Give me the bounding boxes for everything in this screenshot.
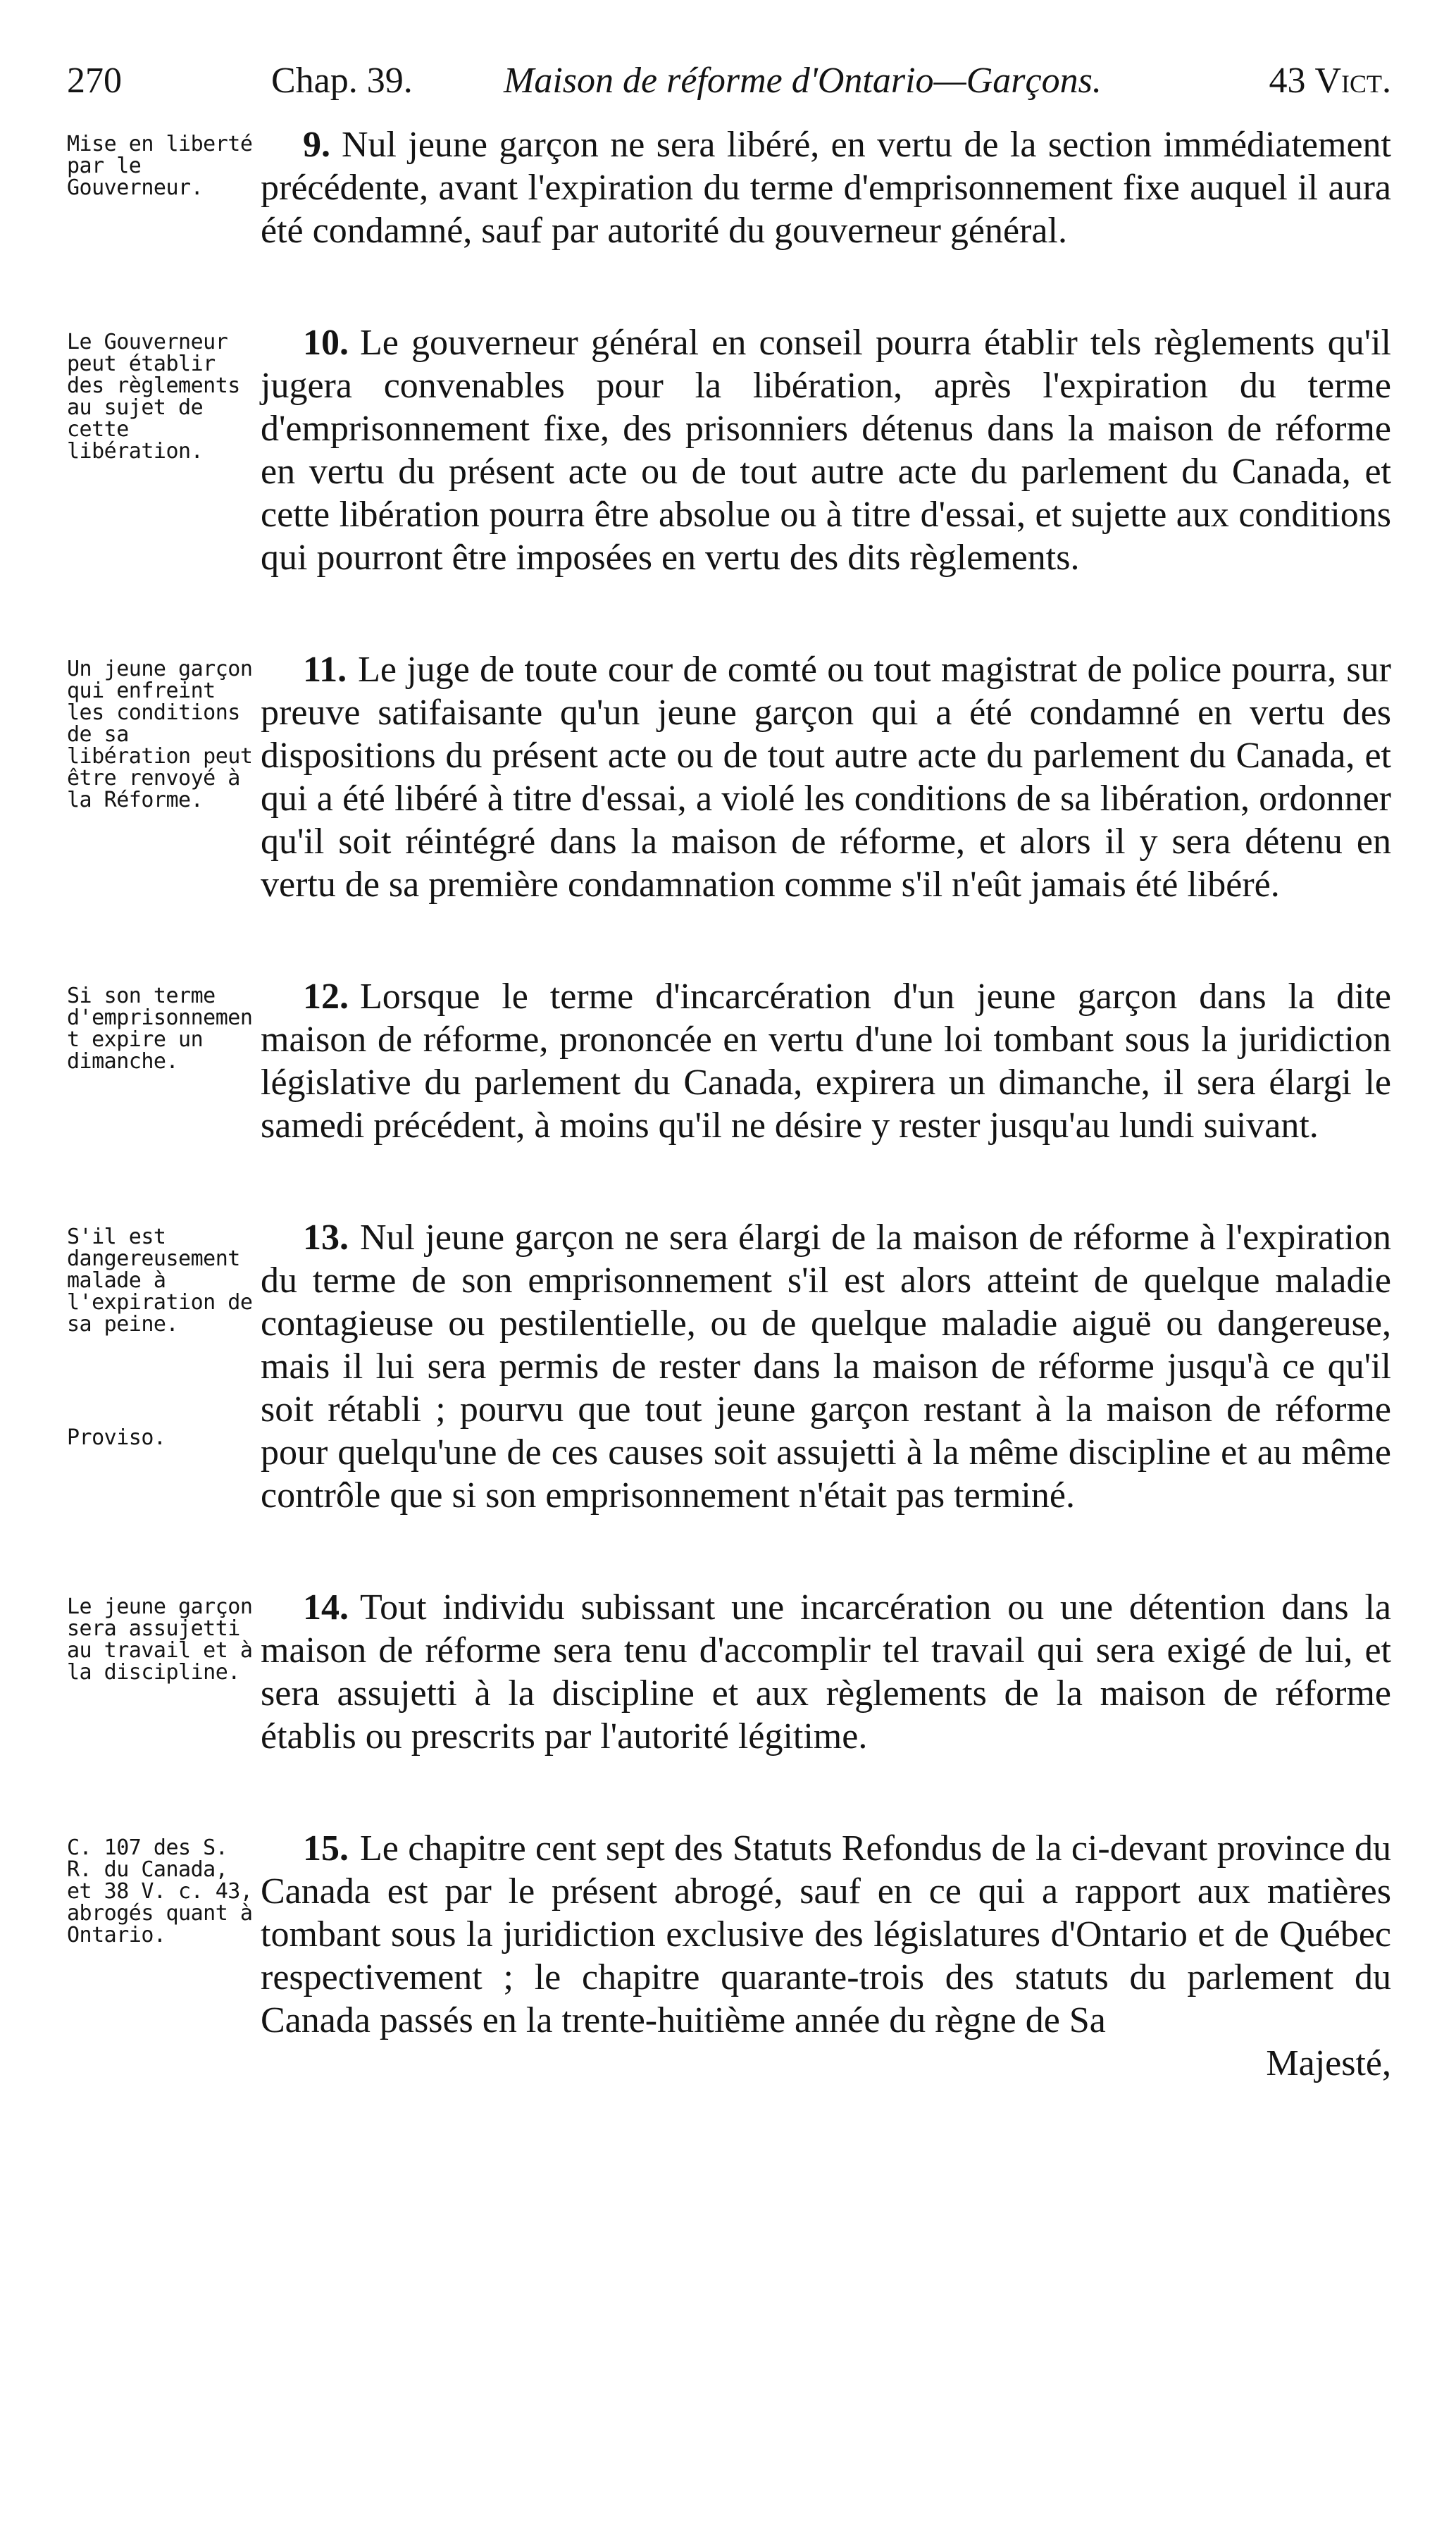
margin-note: S'il est dangereusement malade à l'expiration de sa peine.	[67, 1225, 253, 1337]
section-11	[67, 648, 1391, 906]
section-body	[261, 1216, 1391, 1517]
section-number: 11.	[303, 650, 347, 690]
section-number: 12.	[303, 977, 349, 1017]
margin-note: Le jeune garçon sera assujetti au travail et à la discipline.	[67, 1594, 253, 1685]
section-number: 15.	[303, 1828, 349, 1869]
section-14	[67, 1586, 1391, 1758]
margin-note: Mise en liberté par le Gouverneur.	[67, 132, 253, 200]
margin-note: Le Gouverneur peut établir des règlements au sujet de cette libération.	[67, 330, 240, 464]
section-body	[261, 648, 1391, 906]
section-text: Tout individu subissant une incarcération ou une détention dans la maison de réforme sera tenu d'accomplir tel travail qui sera exigé de lui, et sera assujetti à la discipline et aux règlements de la maison de réforme établis ou prescrits par l'autorité légitime.	[261, 1587, 1391, 1757]
margin-note: Un jeune garçon qui enfreint les conditions de sa libération peut être renvoyé à la Réforme.	[67, 657, 253, 812]
section-number: 14.	[303, 1587, 349, 1628]
margin-note-proviso: Proviso.	[67, 1425, 166, 1450]
section-number: 13.	[303, 1218, 349, 1258]
section-text: Le juge de toute cour de comté ou tout magistrat de police pourra, sur preuve satifaisante qu'un jeune garçon qui a été condamné en vertu des dispositions du présent acte ou de tout autre acte du parlement du Canada, et qui a été libéré à titre d'essai, a violé les conditions de sa libération, ordonner qu'il soit réintégré dans la maison de réforme, et alors il y sera détenu en vertu de sa première condamnation comme s'il n'eût jamais été libéré.	[261, 650, 1391, 905]
section-10	[67, 321, 1391, 579]
chapter-label: Chap. 39.	[271, 61, 413, 101]
section-body	[261, 1586, 1391, 1758]
margin-note: Si son terme d'emprisonnement expire un dimanche.	[67, 984, 253, 1074]
section-body	[261, 1827, 1391, 2085]
margin-note: C. 107 des S. R. du Canada, et 38 V. c. 43, abrogés quant à Ontario.	[67, 1835, 253, 1947]
running-header	[67, 60, 1391, 123]
section-15	[67, 1827, 1391, 2085]
section-9	[67, 123, 1391, 252]
section-13	[67, 1216, 1391, 1517]
act-title: Maison de réforme d'Ontario—Garçons.	[504, 61, 1102, 101]
section-text: Lorsque le terme d'incarcération d'un jeune garçon dans la dite maison de réforme, prononcée en vertu d'une loi tombant sous la juridiction législative du parlement du Canada, expirera un dimanche, il sera élargi le samedi précédent, à moins qu'il ne désire y rester jusqu'au lundi suivant.	[261, 977, 1391, 1146]
document-page	[67, 60, 1391, 2085]
catchword: Majesté,	[1266, 2043, 1391, 2083]
section-12	[67, 975, 1391, 1147]
section-body	[261, 975, 1391, 1147]
section-text: Le chapitre cent sept des Statuts Refondus de la ci-devant province du Canada est par le présent abrogé, sauf en ce qui a rapport aux matières tombant sous la juridiction exclusive des législatures d'Ontario et de Québec respectivement ; le chapitre quarante-trois des statuts du parlement du Canada passés en la trente-huitième année du règne de Sa	[261, 1828, 1391, 2040]
section-text: Le gouverneur général en conseil pourra établir tels règlements qu'il jugera convenables pour la libération, après l'expiration du terme d'emprisonnement fixe, des prisonniers détenus dans la maison de réforme en vertu du présent acte ou de tout autre acte du parlement du Canada, et cette libération pourra être absolue ou à titre d'essai, et sujette aux conditions qui pourront être imposées en vertu des dits règlements.	[261, 323, 1391, 578]
section-body	[261, 321, 1391, 579]
regnal-word: Vict.	[1314, 61, 1391, 101]
section-body	[261, 123, 1391, 252]
regnal-year-number: 43	[1269, 61, 1306, 101]
section-number: 10.	[303, 323, 349, 363]
section-text: Nul jeune garçon ne sera élargi de la maison de réforme à l'expiration du terme de son emprisonnement s'il est alors atteint de quelque maladie contagieuse ou pestilentielle, ou de quelque maladie aiguë ou dangereuse, mais il lui sera permis de rester dans la maison de réforme jusqu'à ce qu'il soit rétabli ; pourvu que tout jeune garçon restant à la maison de réforme pour quelqu'une de ces causes soit assujetti à la même discipline et au même contrôle que si son emprisonnement n'était pas terminé.	[261, 1218, 1391, 1516]
section-number: 9.	[303, 125, 330, 165]
page-number: 270	[67, 61, 122, 101]
section-text: Nul jeune garçon ne sera libéré, en vertu de la section immédiatement précédente, avant l'expiration du terme d'emprisonnement fixe auquel il aura été condamné, sauf par autorité du gouverneur général.	[261, 125, 1391, 251]
margin-note-column	[67, 1216, 261, 1449]
regnal-year	[1269, 60, 1391, 102]
